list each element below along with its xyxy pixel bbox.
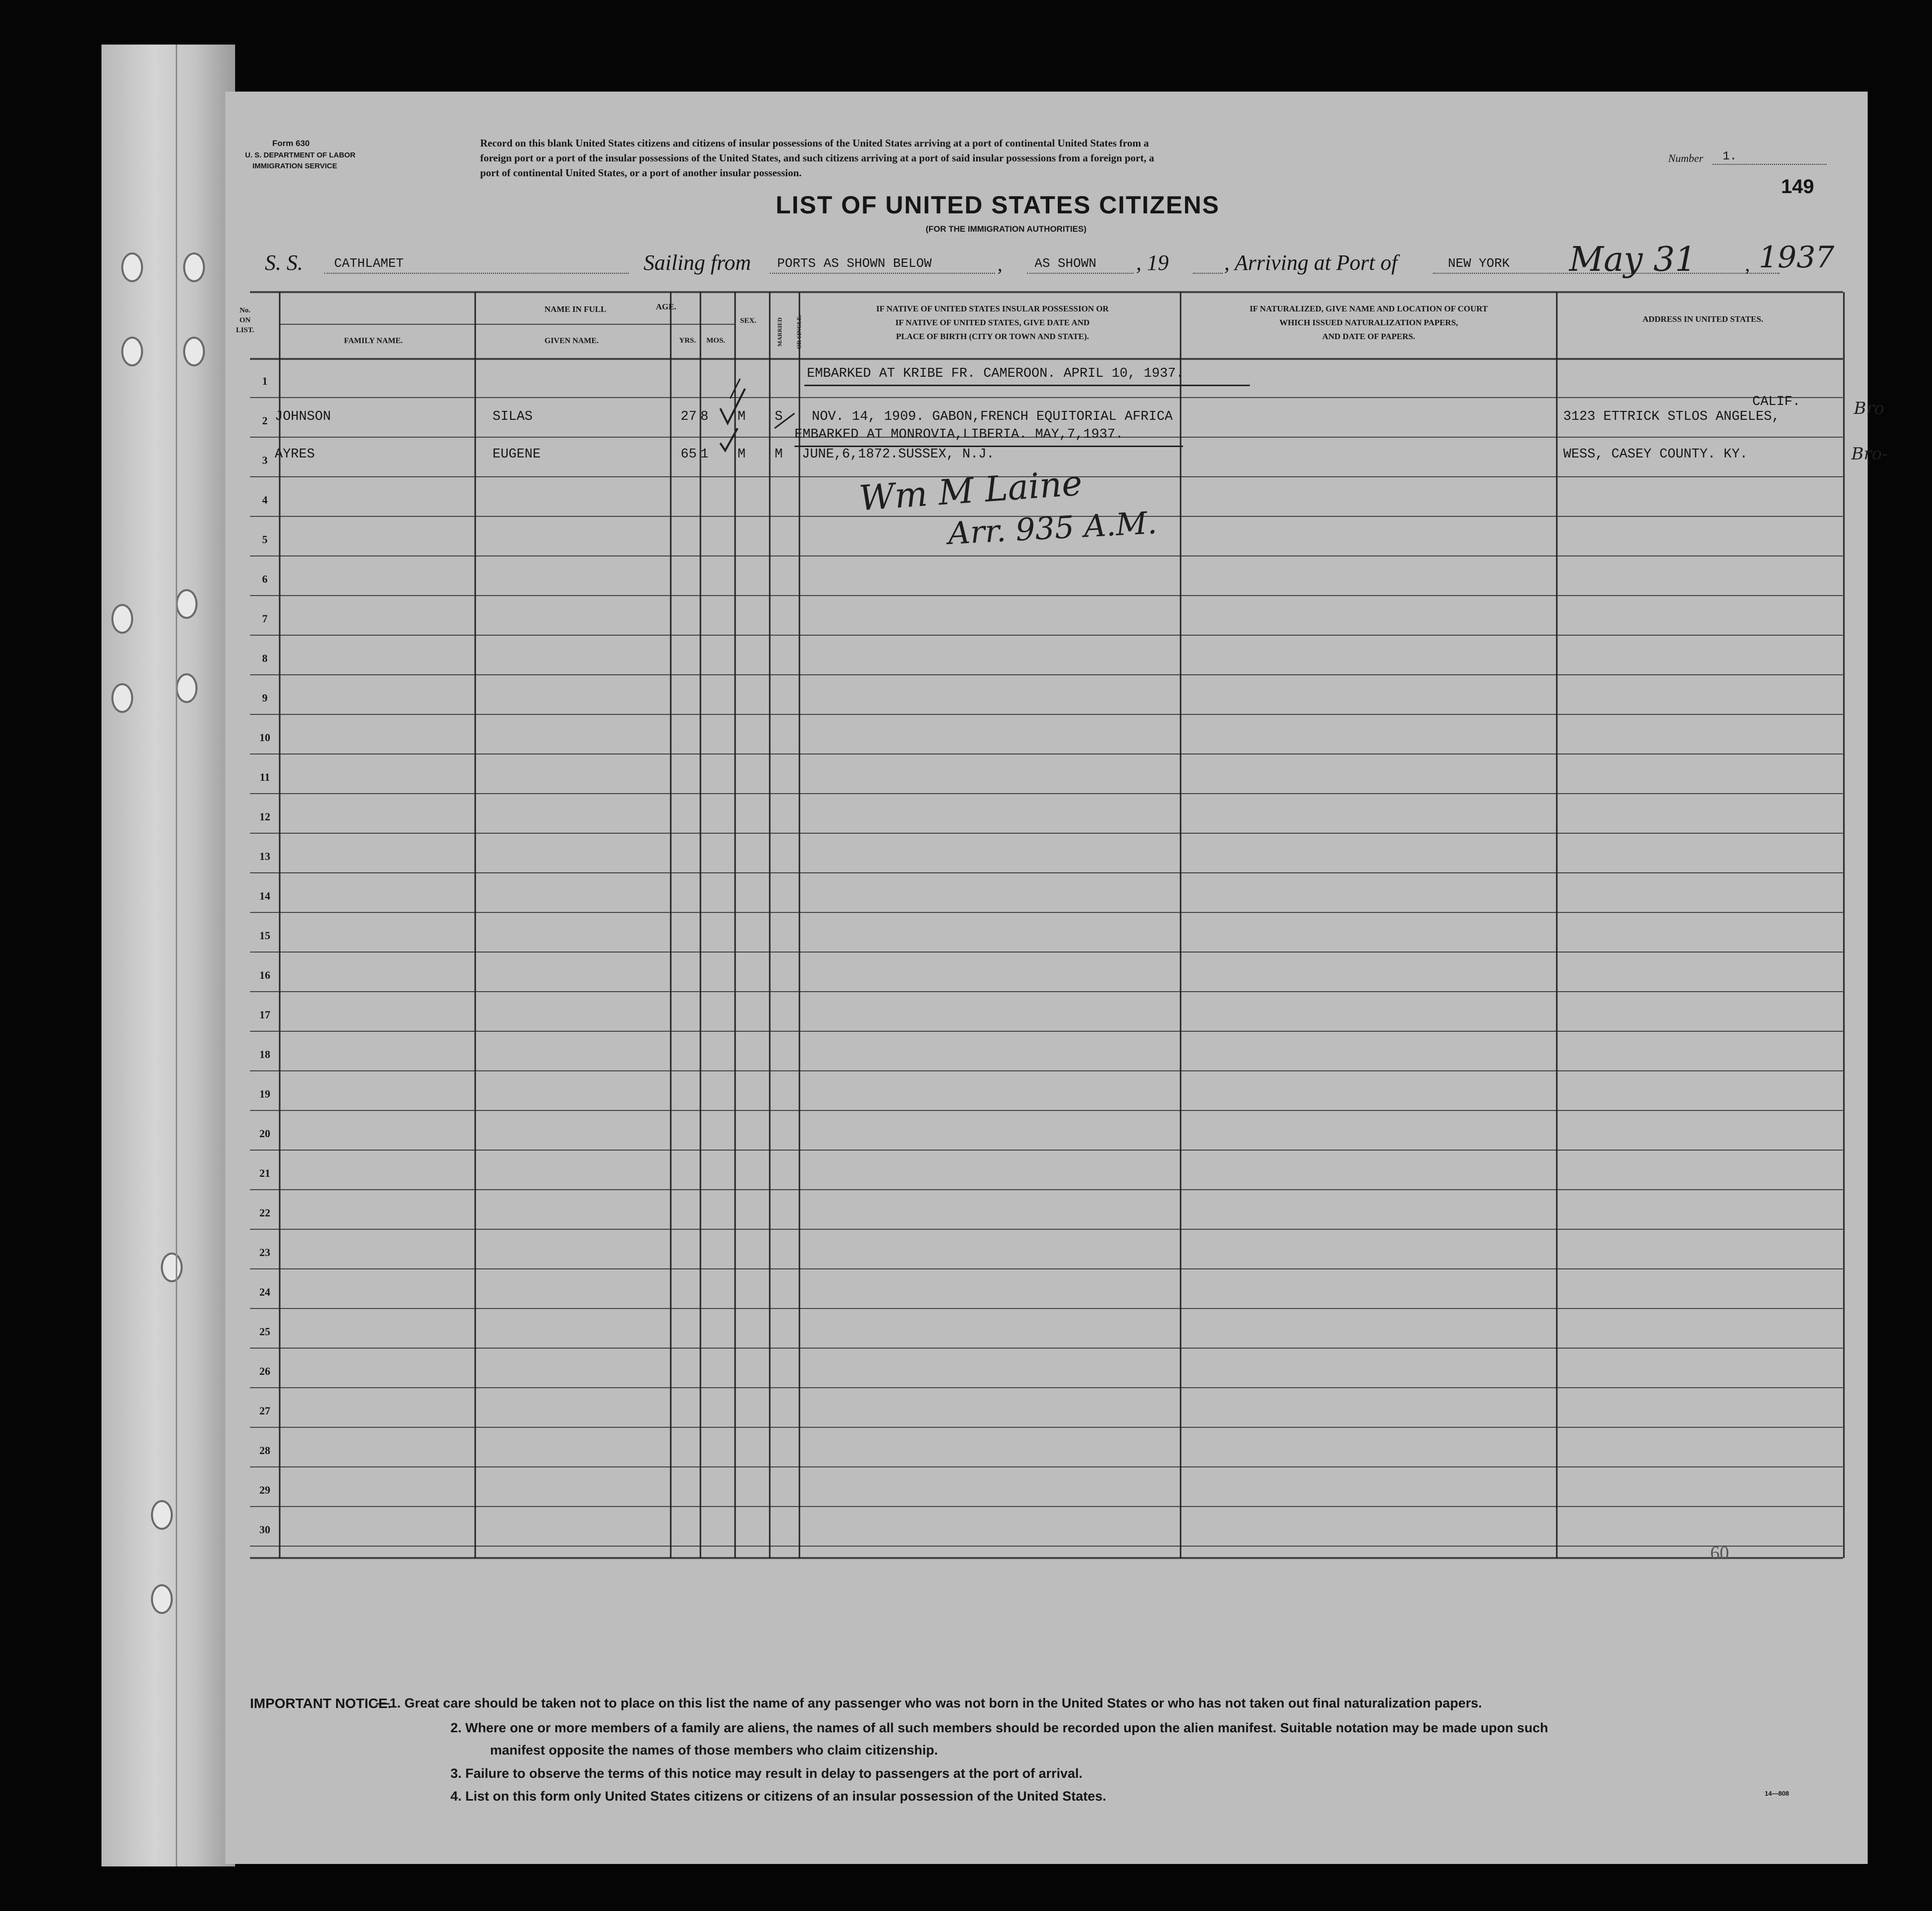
header-mos: MOS.: [706, 337, 725, 345]
row-number: 24: [259, 1286, 270, 1298]
row-number: 22: [259, 1207, 270, 1219]
family-name: JOHNSON: [275, 409, 331, 424]
punch-hole: [121, 252, 143, 282]
binder-strip: [101, 45, 235, 1866]
header-name-in-full: NAME IN FULL: [545, 304, 606, 314]
arrival-port: NEW YORK: [1448, 256, 1510, 271]
row-number: 8: [262, 652, 268, 664]
instruction-line-2: foreign port or a port of the insular possessions of the United States, and such citizens arriving at a port of said insular possessions from a foreign port, a: [480, 152, 1154, 164]
row-number: 29: [259, 1484, 270, 1496]
header-birth-1: IF NATIVE OF UNITED STATES INSULAR POSSESSION OR: [876, 304, 1109, 313]
row-number: 26: [259, 1365, 270, 1377]
embark-note-2: EMBARKED AT MONROVIA,LIBERIA. MAY,7,1937.: [794, 427, 1124, 442]
instruction-line-3: port of continental United States, or a port of another insular possession.: [480, 167, 802, 179]
row-number: 30: [259, 1523, 270, 1536]
comma-sep: ,: [1745, 253, 1750, 275]
header-birth: [804, 302, 1181, 344]
header-age: AGE.: [656, 302, 677, 311]
row-number: 11: [259, 771, 270, 783]
stamp-number: 60: [1710, 1543, 1729, 1563]
header-naturalized-1: IF NATURALIZED, GIVE NAME AND LOCATION OF COURT: [1249, 304, 1488, 313]
header-birth-3: PLACE OF BIRTH (CITY OR TOWN AND STATE).: [896, 332, 1089, 341]
header-given-name: GIVEN NAME.: [545, 337, 599, 345]
table-grid: [225, 92, 1868, 1864]
punch-hole: [183, 337, 205, 366]
header-no-on-list: [230, 305, 260, 335]
age-years: 65: [681, 447, 697, 462]
ship-name: CATHLAMET: [334, 256, 404, 271]
punch-hole: [111, 604, 133, 634]
address: WESS, CASEY COUNTY. KY.: [1563, 447, 1748, 462]
age-months: 8: [700, 409, 709, 424]
header-married-1: MARRIED: [776, 317, 783, 347]
marital-status: S: [775, 409, 783, 424]
address-state: CALIF.: [1752, 395, 1801, 409]
department-label: U. S. DEPARTMENT OF LABOR: [245, 151, 356, 159]
notice-item-4: 4. List on this form only United States citizens or citizens of an insular possession of the United States.: [450, 1789, 1106, 1804]
birth-info: JUNE,6,1872.SUSSEX, N.J.: [802, 447, 994, 462]
notice-item-2-cont: manifest opposite the names of those members who claim citizenship.: [490, 1743, 938, 1758]
punch-hole: [176, 673, 198, 703]
age-months: 1: [700, 447, 709, 462]
form-id: Form 630: [272, 139, 310, 148]
header-family-name: FAMILY NAME.: [344, 337, 403, 345]
row-number: 10: [259, 731, 270, 744]
row-number: 13: [259, 850, 270, 862]
punch-hole: [176, 589, 198, 619]
given-name: EUGENE: [493, 447, 541, 462]
sex: M: [738, 447, 746, 462]
punch-hole: [121, 337, 143, 366]
row-number: 7: [262, 612, 268, 625]
year-prefix: , 19: [1136, 251, 1169, 275]
punch-hole: [151, 1500, 173, 1530]
notice-item-1: —1. Great care should be taken not to place on this list the name of any passenger who was not born in the United States or who has not taken out final naturalization papers.: [376, 1696, 1482, 1710]
row-number: 18: [259, 1048, 270, 1060]
family-name: AYRES: [275, 447, 315, 462]
header-yrs: YRS.: [679, 337, 696, 345]
age-years: 27: [681, 409, 697, 424]
service-label: IMMIGRATION SERVICE: [252, 162, 338, 170]
inspector-signature: Wm M Laine: [857, 462, 1084, 519]
row-number: 5: [262, 533, 268, 546]
arrival-year-handwritten: 1937: [1759, 240, 1834, 275]
instruction-line-1: Record on this blank United States citizens and citizens of insular possessions of the United States arriving at a port of continental United States from a: [480, 137, 1149, 149]
row-number: 4: [262, 494, 268, 506]
row-number: 3: [262, 454, 268, 466]
marital-status: M: [775, 447, 783, 462]
row-number: 1: [262, 375, 268, 387]
margin-note: Bro-: [1851, 444, 1888, 464]
notice-item-2: 2. Where one or more members of a family are aliens, the names of all such members should be recorded upon the alien manifest. Suitable notation may be made upon such: [450, 1720, 1548, 1735]
header-no: No.: [239, 306, 251, 314]
row-number: 14: [259, 890, 270, 902]
row-number: 20: [259, 1127, 270, 1140]
check-marks: [715, 369, 804, 453]
row-number: 19: [259, 1088, 270, 1100]
form-subtitle: (FOR THE IMMIGRATION AUTHORITIES): [926, 224, 1087, 234]
header-sex: SEX.: [740, 317, 756, 325]
header-married-2: OR SINGLE.: [795, 314, 803, 349]
row-number: 9: [262, 692, 268, 704]
citizen-list-form: [225, 92, 1888, 1864]
notice-code: 14—808: [1765, 1790, 1789, 1797]
punch-hole: [111, 683, 133, 713]
margin-note: Bro: [1854, 399, 1884, 418]
punch-hole: [151, 1584, 173, 1614]
row-number: 6: [262, 573, 268, 585]
arriving-label: Arriving at Port of: [1235, 251, 1397, 275]
row-number: 17: [259, 1008, 270, 1021]
punch-hole: [161, 1253, 183, 1282]
header-list: LIST.: [236, 326, 254, 334]
row-number: 2: [262, 414, 268, 427]
arriving-prefix: , Arriving at Port of: [1224, 251, 1397, 275]
row-number: 23: [259, 1246, 270, 1258]
row-number: 25: [259, 1325, 270, 1338]
page-number: 149: [1781, 176, 1814, 198]
address: 3123 ETTRICK STLOS ANGELES,: [1563, 409, 1780, 424]
sailing-from-value: PORTS AS SHOWN BELOW: [777, 256, 932, 271]
embark-underline-1: [804, 385, 1250, 386]
row-number: 28: [259, 1444, 270, 1457]
embark-note-1: EMBARKED AT KRIBE FR. CAMEROON. APRIL 10, 1937.: [807, 366, 1184, 381]
notice-heading: IMPORTANT NOTICE.: [250, 1696, 392, 1711]
notice-item-3: 3. Failure to observe the terms of this notice may result in delay to passengers at the port of arrival.: [450, 1766, 1083, 1781]
row-number: 27: [259, 1405, 270, 1417]
sailing-from-label: Sailing from: [644, 251, 751, 275]
header-on: ON: [239, 316, 251, 324]
header-naturalized: [1181, 302, 1557, 344]
punch-hole: [183, 252, 205, 282]
sailing-date: AS SHOWN: [1035, 256, 1096, 271]
row-number: 12: [259, 810, 270, 823]
sex: M: [738, 409, 746, 424]
header-birth-2: IF NATIVE OF UNITED STATES, GIVE DATE AND: [895, 318, 1090, 327]
given-name: SILAS: [493, 409, 533, 424]
ss-label: S. S.: [265, 251, 303, 275]
arrival-time-note: Arr. 935 A.M.: [947, 504, 1158, 552]
year-label: 19: [1147, 251, 1169, 275]
row-number: 15: [259, 929, 270, 942]
form-title: LIST OF UNITED STATES CITIZENS: [776, 191, 1220, 219]
number-label: Number: [1668, 152, 1703, 164]
birth-info: NOV. 14, 1909. GABON,FRENCH EQUITORIAL AFRICA: [812, 409, 1173, 424]
header-naturalized-3: AND DATE OF PAPERS.: [1322, 332, 1415, 341]
header-married: [770, 304, 790, 359]
header-address: ADDRESS IN UNITED STATES.: [1642, 314, 1764, 324]
number-value: 1.: [1723, 150, 1737, 163]
comma-sep: ,: [997, 253, 1002, 275]
header-naturalized-2: WHICH ISSUED NATURALIZATION PAPERS,: [1279, 318, 1458, 327]
arrival-date-handwritten: May 31: [1569, 240, 1696, 279]
row-number: 16: [259, 969, 270, 981]
row-number: 21: [259, 1167, 270, 1179]
